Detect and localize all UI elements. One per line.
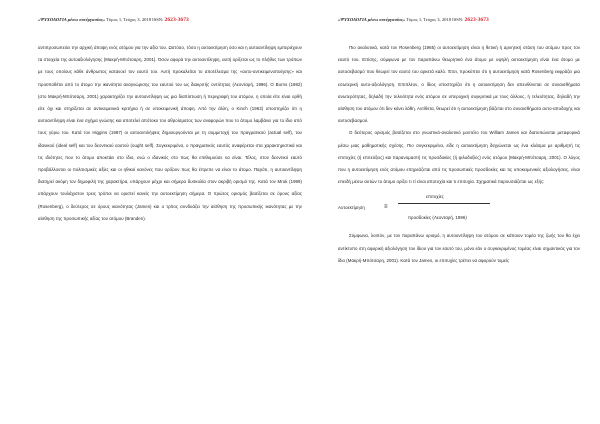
formula-numerator: επιτυχίες xyxy=(426,194,444,200)
right-page xyxy=(338,0,580,424)
paragraph: Πιο αναλυτικά, κατά τον Rosenberg (1965) οι αυτοεκτίμηση είναι η θετική ή αρνητική στάση του ατόμου προς τον εαυτό του. Επίσης, σύμφωνα με τον παραπάνω θεωρητικό ένα άτομο με υψηλή αυτοεκτίμηση είναι ένα άτομο με αυτοσεβασμό που θεωρεί τον εαυτό του αρκετά καλό. Έτσι, προκύπτει ότι η αυτοεκτίμηση κατά Rosenberg εκφράζει μια εσωτερική αυτο-αξιολόγηση. Επιπλέον, ο ίδιος υποστηρίζει ότι η αυτοεκτίμηση δεν απευθύνεται σε συναισθήματα ανωτερότητας, δηλαδή την τελειότητα ενός ατόμου σε υπεροχική συγκριτικά με τους άλλους, ή τελειότητας, δηλαδή την αίσθηση του ατόμου ότι δεν κάνει λάθη. Αντίθετα, θεωρεί ότι η αυτοεκτίμηση βάζεται στο συναισθήματα αυτο-αποδοχής και αυτοσεβασμού. xyxy=(338,45,580,124)
self-esteem-formula xyxy=(338,188,580,230)
page-header xyxy=(338,17,489,23)
issn-number: 2623-3673 xyxy=(464,17,489,23)
formula-equivalence: ≡ xyxy=(384,204,388,211)
left-body-text xyxy=(38,42,302,225)
journal-title: «ΨΥΧΟΛΟΓΙΑ μέσω συνέργασίας» xyxy=(338,17,406,22)
page-header xyxy=(38,17,189,23)
paragraph: Σύμφωνα, λοιπόν, με τον παραπάνω ορισμό, η αυτοαντίληψη του ατόμου σε κάποιον τομέα της ζωής του θα έχει αντίκτυπο στη αφορική αξιολόγηση του ίδιου για τον εαυτό του, μόνο εάν ο συγκεκριμένος τομέας είναι σημαντικός για τον ίδιο (Μακρή-Μπότσαρη, 2001). Κατά τον James, οι επιτυχίες τρέπει να αφορούν τομείς xyxy=(338,233,580,263)
fraction-bar xyxy=(398,203,490,204)
issn-number: 2623-3673 xyxy=(164,17,189,23)
formula-lhs: Αυτοεκτίμηση xyxy=(338,205,365,211)
paragraph: Ο δεύτερος ορισμός βασίζεται στο γνωστικό-αναλυτικό μοντέλο του William James και διατυπώνεται μεταφορικά μέσω μιας μαθηματικής σχέσης. Πιο συγκεκριμένα, είδε η αυτοεκτίμηση διηγώνεται ως ένα κλάσμα με αριθμητή τις επιτυχίες (ή επιτεύξεις) και παρανομαστή τις προσδοκίες (ή φιλοδοξίες) ενός ατόμου (Μακρή-Μπότσαρη, 2001). Ο λόγος που η αυτοεκτίμηση ενός ατόμου επηρεάζεται από τις προσωπικές προσδοκίες και τις υποκειμενικές αξιολογήσεις, είναι επειδή μέσω αυτών το άτομο ορίζει τι τί είναι αποτυχία και τι επιτυχία. Σχηματικά παρουσιάζεται ως εξής: xyxy=(338,130,580,185)
right-body-text xyxy=(338,42,580,267)
left-page xyxy=(38,0,302,424)
journal-title: «ΨΥΧΟΛΟΓΙΑ μέσω συνέργασίας» xyxy=(38,17,106,22)
volume-info: Τόμος 1, Τεύχος 3, 2018 ISSN: xyxy=(105,17,165,22)
volume-info: Τόμος 1, Τεύχος 3, 2018 ISSN: xyxy=(405,17,465,22)
formula-denominator: προσδοκίες (Λεονταρή, 1996) xyxy=(408,215,467,221)
paragraph: αντιπροσωπεύει την αρχική άποψη ενός ατόμου για την αξία του. Ωστόσο, τόσο η αυτοεκτίμηση όσο και η αυτοαντίληψη εμπεριέχουν τα στοιχεία της αυτοαξιολόγησης (Μακρή-Μπότσαρη, 2001). Όσον αφορά την αυτοαντίληψη, αυτή ορίζεται ως το πλήθος των τρόπων με τους οποίους κάθε άνθρωπος κατανοεί τον εαυτό του. Αυτή προκαλείται το αποτέλεσμα της «αυτο-αντικειμενοποίησης» και προϋποθέτει από το άτομο την ικανότητα αναγνώρισης του εαυτού του ως διακριτής οντότητας (Λεονταρή, 1996). Ο Burns (1982) (στο Μακρή-Μπότσαρη, 2001) χαρακτηρίζει την αυτοαντίληψη ως μια διαπίστωση ή περιγραφή του ατόμου, η οποία είτε είναι ορθή είτε όχι και στηρίζεται σε αντικειμενικά κριτήρια ή σε υποκειμενική άποψη. Από την άλλη, ο Kinch (1963) υποστηρίζει ότι η αυτοαντίληψη είναι ένα σχήμα γνώσης και αποτελεί απότοκο του αθροίσματος των αναφορών που το άτομο λαμβάνει για το ίδιο από τους γύρω του. Κατά τον Higgins (1987) οι αυτοαντιλήψεις δημιουργούνται με τη συμμετοχή του πραγματικού (actual self), του ιδανικού (ideal self) και του δεοντικού εαυτού (ought self). Συγκεκριμένα, ο πραγματικός εαυτός αναφέρεται στα χαρακτηριστικά και τις ιδιότητες που το άτομο αποκτάει στο ίδιο, ενώ ο ιδανικός στο πως θα επιθυμούσε να είναι. Τέλος, στον δεοντικό εαυτό προβάλλονται οι πολιτισμικές αξίες και οι ηθικοί κανόνες που ορίζουν πως θα έπρεπε να είναι το άτομο. Παρότι, η αυτοαντίληψη διατηρεί ακόμη τον δημοφιλή της χαρακτήρα, υπάρχουν μέχρι και σήμερα δυσκολία στον ακριβή ορισμό της. Κατά τον Mruk (1999) υπάρχουν τουλάχιστον τρεις τρόποι να οριστεί κανείς την αυτοεκτίμηση σήμερα. Ο πρώτος ορισμός βασίζεται σε όρους αξίας (Rosenberg), ο δεύτερος σε όρους ικανότητας (James) και ο τρίτος συνδυάζει την αίσθηση της προσωπικής ικανότητας με την αίσθηση της προσωπικής αξίας του ατόμου (Branden). xyxy=(38,45,302,221)
